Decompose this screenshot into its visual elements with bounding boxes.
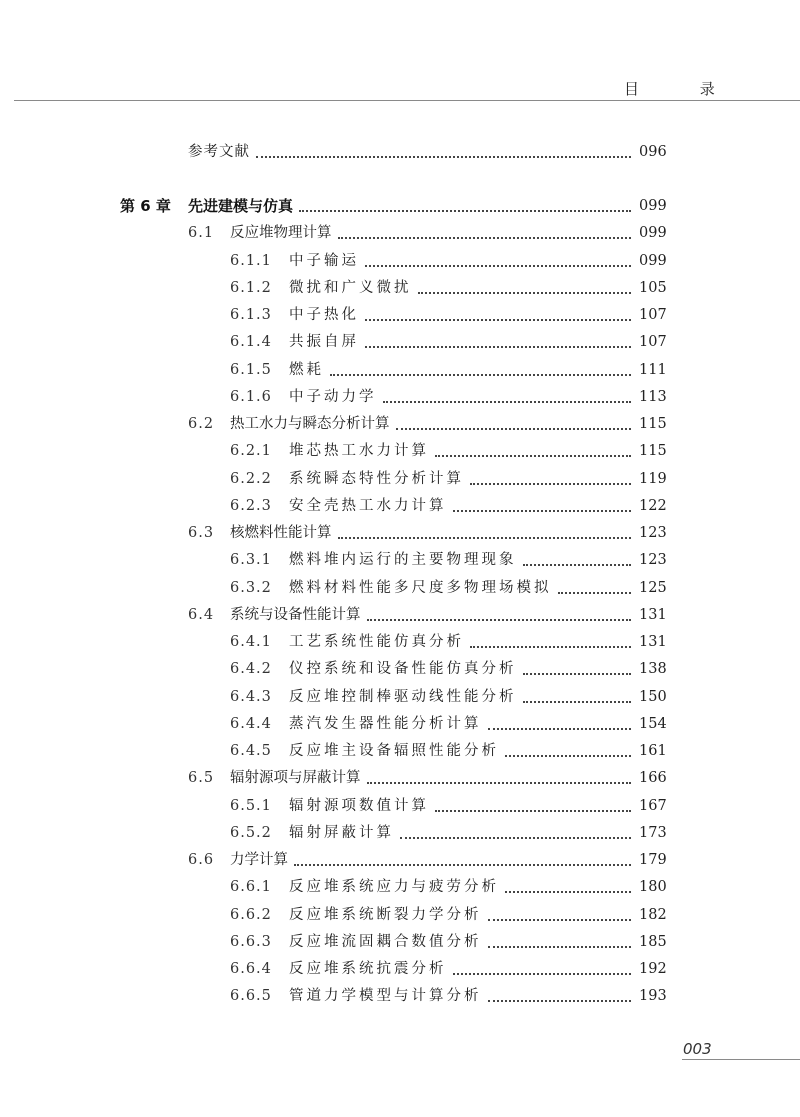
toc-entry-number: 6.4.1 xyxy=(230,634,272,650)
leader-dots xyxy=(523,563,632,566)
toc-entry-number: 6.6.4 xyxy=(230,961,272,977)
toc-entry-title: 反应堆物理计算 xyxy=(230,225,332,242)
toc-entry[interactable] xyxy=(0,956,800,983)
toc-entry-number: 6.4.4 xyxy=(230,715,272,732)
toc-entry-title: 辐射屏蔽计算 xyxy=(289,824,394,841)
toc-entry-title: 辐射源项数值计算 xyxy=(289,797,429,814)
toc-entry[interactable] xyxy=(0,684,800,711)
toc-entry-number: 6.6 xyxy=(188,852,215,868)
leader-dots xyxy=(400,836,631,839)
toc-entry-number: 6.4 xyxy=(188,606,215,623)
toc-entry-number: 6.1.2 xyxy=(230,279,272,296)
toc-entry-title: 反应堆系统断裂力学分析 xyxy=(289,906,482,923)
toc-entry-title: 中子输运 xyxy=(289,252,359,269)
toc-entry-title: 蒸汽发生器性能分析计算 xyxy=(289,715,482,732)
toc-entry-title: 燃耗 xyxy=(289,361,324,378)
toc-entry-page: 122 xyxy=(639,497,667,514)
toc-entry[interactable] xyxy=(0,329,800,356)
leader-dots xyxy=(365,264,631,267)
toc-entry-page: 154 xyxy=(639,715,667,732)
toc-entry-title: 力学计算 xyxy=(230,852,288,868)
toc-entry-page: 107 xyxy=(639,307,667,323)
toc-entry[interactable] xyxy=(0,357,800,384)
toc-entry-title: 反应堆系统应力与疲劳分析 xyxy=(289,879,499,896)
toc-entry-title: 管道力学模型与计算分析 xyxy=(289,988,482,1005)
toc-entry-number: 6.1.6 xyxy=(230,388,272,405)
running-header-title: 目 录 xyxy=(624,80,743,98)
toc-entry-title: 反应堆主设备辐照性能分析 xyxy=(289,743,499,759)
leader-dots xyxy=(256,155,631,158)
toc-entry-page: 123 xyxy=(639,552,667,569)
toc-entry-page: 182 xyxy=(639,906,667,923)
toc-entry-page: 115 xyxy=(639,416,667,432)
leader-dots xyxy=(365,318,631,321)
leader-dots xyxy=(330,373,631,376)
toc-entry-number: 6.6.2 xyxy=(230,906,272,923)
toc-entry[interactable] xyxy=(0,220,800,247)
leader-dots xyxy=(396,427,632,430)
leader-dots xyxy=(505,890,631,893)
leader-dots xyxy=(470,482,631,485)
toc-entry[interactable] xyxy=(0,275,800,302)
toc-entry-page: 138 xyxy=(639,661,667,678)
leader-dots xyxy=(505,754,631,757)
toc-entry[interactable] xyxy=(0,656,800,683)
toc-entry-number: 6.1.5 xyxy=(230,361,272,378)
leader-dots xyxy=(435,454,631,457)
leader-dots xyxy=(558,591,632,594)
toc-entry-number: 6.5.2 xyxy=(230,824,272,841)
leader-dots xyxy=(294,863,631,866)
toc-entry-number: 6.2 xyxy=(188,416,215,432)
toc-entry-page: 115 xyxy=(639,443,667,460)
toc-entry-page: 096 xyxy=(639,144,667,160)
toc-entry-title: 共振自屏 xyxy=(289,334,359,351)
toc-entry-number: 第 6 章 xyxy=(120,197,171,215)
leader-dots xyxy=(383,400,632,403)
toc-entry-title: 反应堆流固耦合数值分析 xyxy=(289,933,482,950)
toc-entry-page: 099 xyxy=(639,225,667,242)
leader-dots xyxy=(453,972,632,975)
toc-entry[interactable] xyxy=(0,820,800,847)
toc-entry[interactable] xyxy=(0,493,800,520)
toc-entry[interactable] xyxy=(0,547,800,574)
leader-dots xyxy=(418,291,632,294)
toc-entry-page: 180 xyxy=(639,879,667,896)
toc-entry[interactable] xyxy=(0,466,800,493)
toc-entry-title: 反应堆系统抗震分析 xyxy=(289,961,447,977)
toc-entry-page: 193 xyxy=(639,988,667,1005)
toc-entry[interactable] xyxy=(0,929,800,956)
toc-entry-page: 131 xyxy=(639,634,667,650)
toc-entry-number: 6.5.1 xyxy=(230,797,272,814)
toc-entry[interactable] xyxy=(0,575,800,602)
toc-entry-title: 参考文献 xyxy=(188,144,250,160)
leader-dots xyxy=(488,918,632,921)
toc-entry-page: 105 xyxy=(639,279,667,296)
toc-entry[interactable] xyxy=(0,384,800,411)
toc-entry[interactable] xyxy=(0,765,800,792)
toc-entry-title: 燃料堆内运行的主要物理现象 xyxy=(289,552,517,569)
toc-entry-page: 123 xyxy=(639,525,667,541)
toc-entry-title: 微扰和广义微扰 xyxy=(289,279,412,296)
toc-entry-number: 6.6.1 xyxy=(230,879,272,896)
toc-entry[interactable] xyxy=(0,248,800,275)
toc-entry-page: 113 xyxy=(639,388,667,405)
toc-entry-title: 系统瞬态特性分析计算 xyxy=(289,470,464,487)
toc-entry[interactable] xyxy=(0,793,800,820)
toc-entry-page: 125 xyxy=(639,579,667,596)
toc-entry-number: 6.1.3 xyxy=(230,307,272,323)
toc-entry-title: 辐射源项与屏蔽计算 xyxy=(230,770,361,787)
leader-dots xyxy=(453,509,632,512)
toc-entry[interactable] xyxy=(0,711,800,738)
leader-dots xyxy=(338,536,632,539)
toc-entry-title: 热工水力与瞬态分析计算 xyxy=(230,416,390,432)
toc-entry[interactable] xyxy=(0,411,800,438)
leader-dots xyxy=(365,345,631,348)
toc-entry-page: 107 xyxy=(639,334,667,351)
toc-entry-title: 反应堆控制棒驱动线性能分析 xyxy=(289,688,517,705)
toc-entry-page: 150 xyxy=(639,688,667,705)
toc-entry[interactable] xyxy=(0,874,800,901)
toc-entry-page: 099 xyxy=(639,198,667,214)
toc-entry-number: 6.2.1 xyxy=(230,443,272,460)
toc-entry-page: 119 xyxy=(639,470,667,487)
toc-entry-number: 6.3.2 xyxy=(230,579,272,596)
toc-entry-page: 131 xyxy=(639,606,667,623)
toc-entry[interactable] xyxy=(0,983,800,1010)
toc-entry-page: 192 xyxy=(639,961,667,977)
toc-entry-number: 6.4.5 xyxy=(230,743,272,759)
leader-dots xyxy=(523,672,632,675)
toc-entry-title: 仪控系统和设备性能仿真分析 xyxy=(289,661,517,678)
leader-dots xyxy=(435,809,631,812)
leader-dots xyxy=(488,727,632,730)
toc-chapter-entry[interactable] xyxy=(0,193,800,220)
toc-entry[interactable] xyxy=(0,602,800,629)
toc-entry-number: 6.6.5 xyxy=(230,988,272,1005)
toc-entry-title: 核燃料性能计算 xyxy=(230,525,332,541)
toc-entry-page: 185 xyxy=(639,933,667,950)
toc-entry[interactable] xyxy=(0,302,800,329)
toc-entry-number: 6.2.3 xyxy=(230,497,272,514)
toc-entry-page: 166 xyxy=(639,770,667,787)
page-number: 003 xyxy=(683,1040,712,1058)
toc-entry[interactable] xyxy=(0,847,800,874)
toc-entry-title: 堆芯热工水力计算 xyxy=(289,443,429,460)
toc-entry-title: 燃料材料性能多尺度多物理场模拟 xyxy=(289,579,552,596)
toc-entry-number: 6.4.2 xyxy=(230,661,272,678)
toc-entry-number: 6.1 xyxy=(188,225,215,242)
toc-entry[interactable] xyxy=(0,902,800,929)
toc-entry-title: 安全壳热工水力计算 xyxy=(289,497,447,514)
toc-entry-number: 6.1.1 xyxy=(230,252,272,269)
toc-entry-page: 111 xyxy=(639,361,667,378)
leader-dots xyxy=(367,781,632,784)
toc-entry-number: 6.3.1 xyxy=(230,552,272,569)
toc-entry-page: 179 xyxy=(639,852,667,868)
toc-entry[interactable] xyxy=(0,738,800,765)
toc-references-entry[interactable] xyxy=(0,139,800,166)
leader-dots xyxy=(470,645,631,648)
toc-entry-number: 6.1.4 xyxy=(230,334,272,351)
toc-entry-number: 6.4.3 xyxy=(230,688,272,705)
leader-dots xyxy=(299,209,631,212)
toc-entry-page: 167 xyxy=(639,797,667,814)
toc-entry-page: 173 xyxy=(639,824,667,841)
toc-entry-title: 系统与设备性能计算 xyxy=(230,606,361,623)
toc-entry-title: 工艺系统性能仿真分析 xyxy=(289,634,464,650)
footer-rule xyxy=(682,1059,800,1060)
leader-dots xyxy=(367,618,632,621)
toc-entry-page: 099 xyxy=(639,252,667,269)
toc-entry-title: 先进建模与仿真 xyxy=(188,197,294,215)
toc-entry-title: 中子热化 xyxy=(289,307,359,323)
leader-dots xyxy=(523,700,632,703)
toc-entry[interactable] xyxy=(0,520,800,547)
leader-dots xyxy=(338,236,632,239)
leader-dots xyxy=(488,999,632,1002)
toc-entry-number: 6.5 xyxy=(188,770,215,787)
toc-entry-number: 6.3 xyxy=(188,525,215,541)
leader-dots xyxy=(488,945,632,948)
toc-entry[interactable] xyxy=(0,629,800,656)
toc-entry-title: 中子动力学 xyxy=(289,388,377,405)
header-rule xyxy=(14,100,800,101)
toc-entry-number: 6.6.3 xyxy=(230,933,272,950)
toc-entry-number: 6.2.2 xyxy=(230,470,272,487)
toc-entry-page: 161 xyxy=(639,743,667,759)
toc-entry[interactable] xyxy=(0,438,800,465)
